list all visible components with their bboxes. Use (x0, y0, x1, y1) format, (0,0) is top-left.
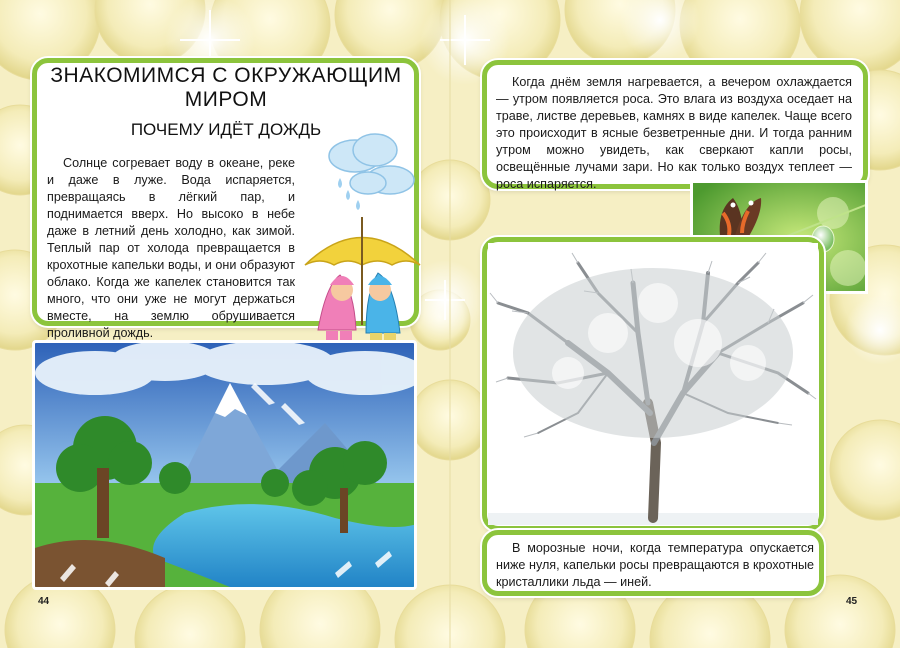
section-subtitle: ПОЧЕМУ ИДЁТ ДОЖДЬ (130, 120, 322, 139)
rain-paragraph: Солнце согревает воду в океане, реке и даже в луже. Вода испаряется, превращаясь в лёгкий пар, и поднимается вверх. Но высоко в небе даже в летний день холодно, как зимой. Теплый пар от холода превращается в крохотные капельки воды, и они образуют облако. Когда же капелек становится так много, что они уже не могут держаться вместе, на землю обрушивается проливной дождь. (47, 156, 295, 340)
water-cycle-illustration (32, 340, 417, 590)
frosted-tree-photo (488, 243, 818, 525)
page-number-right: 45 (846, 596, 858, 607)
dew-paragraph: Когда днём земля нагревается, а вечером охлаждается — утром появляется роса. Это влага из воздуха оседает на траве, листве деревьев, камнях в виде капелек. Чаще всего это происходит в ясные безветренные дни. И тогда ранним утром можно увидеть, как сверкают капли росы, освещённые лучами зари. Но как только воздух теплеет — роса испаряется. (496, 75, 852, 191)
rain-cloud-icon (320, 128, 420, 218)
page-title: ЗНАКОМИМСЯ С ОКРУЖАЮЩИМ МИРОМ (50, 64, 402, 111)
frost-paragraph: В морозные ночи, когда температура опускается ниже нуля, капельки росы превращаются в крохотные кристаллики льда — иней. (496, 541, 814, 589)
page-number-left: 44 (38, 596, 50, 607)
